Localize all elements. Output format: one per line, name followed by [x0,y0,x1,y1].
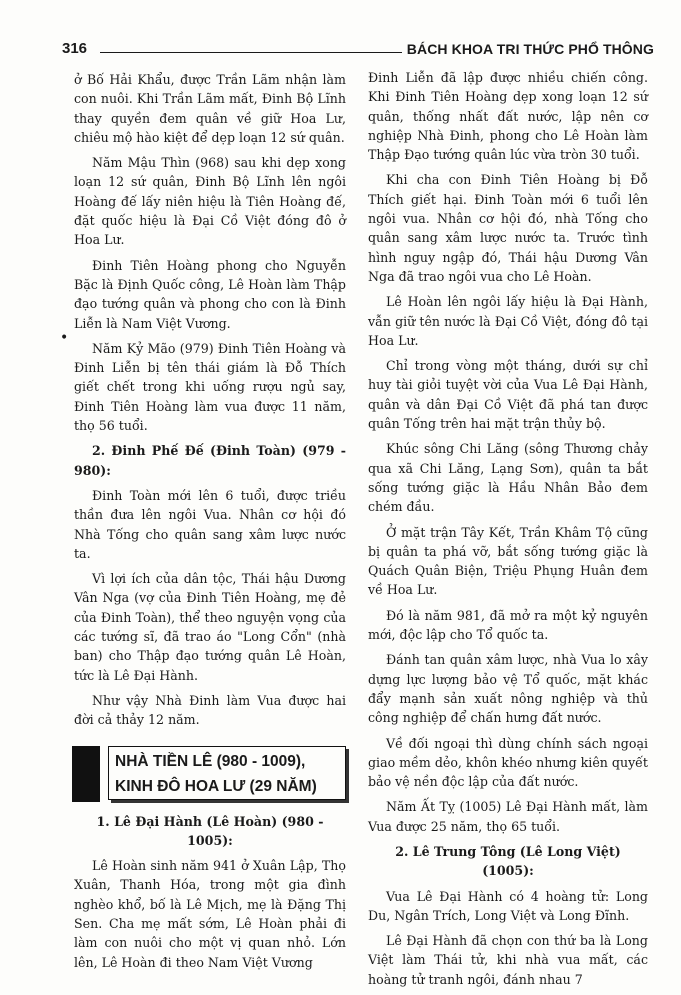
paragraph: Vua Lê Đại Hành có 4 hoàng tử: Long Du, Ngân Trích, Long Việt và Long Đĩnh. [368,888,648,923]
right-column [368,68,648,995]
paragraph: Năm Ất Tỵ (1005) Lê Đại Hành mất, làm Vua được 25 năm, thọ 65 tuổi. [368,799,648,834]
paragraph: Đánh tan quân xâm lược, nhà Vua lo xây dựng lực lượng bảo vệ Tổ quốc, mặt khác đẩy mạnh sản xuất nông nghiệp và thủ công nghiệp để chấn hưng đất nước. [368,652,648,726]
paragraph: Lê Đại Hành đã chọn con thứ ba là Long Việt làm Thái tử, khi nhà vua mất, các hoàng tử tranh ngôi, đánh nhau 7 [368,933,648,987]
paragraph: Về đối ngoại thì dùng chính sách ngoại giao mềm dẻo, khôn khéo nhưng kiên quyết bảo vệ nền độc lập của đất nước. [368,735,648,790]
left-column [74,70,346,978]
paragraph: Đinh Tiên Hoàng phong cho Nguyễn Bặc là Định Quốc công, Lê Hoàn làm Thập đạo tướng quân và phong cho con là Đinh Liễn là Nam Việt Vương. [74,257,346,331]
section-heading [72,746,346,808]
paragraph: Đinh Liễn đã lập được nhiều chiến công. Khi Đinh Tiên Hoàng dẹp xong loạn 12 sứ quân, thống nhất đất nước, lập nên cơ nghiệp Nhà Đinh, phong cho Lê Hoàn làm Thập Đạo tướng quân lúc vừa tròn 30 tuổi. [368,70,648,163]
paragraph: Khúc sông Chi Lăng (sông Thương chảy qua xã Chi Lăng, Lạng Sơn), quân ta bắt sống tướng giặc là Hầu Nhân Bảo đem chém đầu. [368,441,648,515]
subheading: 1. Lê Đại Hành (Lê Hoàn) (980 - 1005): [96,813,324,848]
paragraph: Chỉ trong vòng một tháng, dưới sự chỉ huy tài giỏi tuyệt vời của Vua Lê Đại Hành, quân và dân Đại Cồ Việt đã phá tan được quân Tống trên hai mặt trận thủy bộ. [368,358,648,432]
paragraph: ở Bố Hải Khẩu, được Trần Lãm nhận làm con nuôi. Khi Trần Lãm mất, Đinh Bộ Lĩnh thay quyền đem quân về giữ Hoa Lư, chiêu mộ hào kiệt để dẹp loạn 12 sứ quân. [74,72,346,145]
paragraph: Lê Hoàn sinh năm 941 ở Xuân Lập, Thọ Xuân, Thanh Hóa, trong một gia đình nghèo khổ, bố là Lê Mịch, mẹ là Đặng Thị Sen. Cha mẹ mất sớm, Lê Hoàn phải đi làm con nuôi cho một vị quan nhỏ. Lớn lên, Lê Hoàn đi theo Nam Việt Vương [74,858,346,970]
paragraph: Năm Mậu Thìn (968) sau khi dẹp xong loạn 12 sứ quân, Đinh Bộ Lĩnh lên ngôi Hoàng đế lấy niên hiệu là Tiên Hoàng đế, đặt quốc hiệu là Đại Cồ Việt đóng đô ở Hoa Lư. [74,155,346,248]
margin-mark: • [60,330,69,346]
page-number: 316 [62,40,88,57]
paragraph: Vì lợi ích của dân tộc, Thái hậu Dương Vân Nga (vợ của Đinh Tiên Hoàng, mẹ đẻ của Đinh Toàn), thể theo nguyện vọng của các tướng sĩ, đã trao áo "Long Cổn" (nhà ban) cho Thập đạo tướng quân Lê Hoàn, tức là Lê Đại Hành. [74,571,346,683]
section-title-line: NHÀ TIỀN LÊ (980 - 1009), [115,752,306,770]
section-marker [72,746,100,802]
paragraph: Khi cha con Đinh Tiên Hoàng bị Đỗ Thích giết hại. Đinh Toàn mới 6 tuổi lên ngôi vua. Nhân cơ hội đó, nhà Tống cho quân sang xâm lược nước ta. Trước tình hình nguy ngập đó, Thái hậu Dương Vân Nga đã trao ngôi vua cho Lê Hoàn. [368,172,648,284]
paragraph: Năm Kỷ Mão (979) Đinh Tiên Hoàng và Đinh Liễn bị tên thái giám là Đỗ Thích giết chết trong khi uống rượu ngủ say, Đinh Tiên Hoàng làm vua được 11 năm, thọ 56 tuổi. [74,340,346,434]
paragraph: Đó là năm 981, đã mở ra một kỷ nguyên mới, độc lập cho Tổ quốc ta. [368,607,648,643]
section-title-box [108,746,346,800]
paragraph: Đinh Toàn mới lên 6 tuổi, được triều thần đưa lên ngôi Vua. Nhân cơ hội đó Nhà Tống cho quân sang xâm lược nước ta. [74,487,346,561]
subheading: 2. Lê Trung Tông (Lê Long Việt) (1005): [395,843,621,879]
header-rule [100,52,402,53]
paragraph: Như vậy Nhà Đinh làm Vua được hai đời cả thảy 12 năm. [74,692,346,728]
paragraph: Ở mặt trận Tây Kết, Trần Khâm Tộ cũng bị quân ta phá vỡ, bắt sống tướng giặc là Quách Quân Biện, Triệu Phụng Huân đem về Hoa Lư. [368,524,648,598]
running-header [62,40,654,62]
paragraph: Lê Hoàn lên ngôi lấy hiệu là Đại Hành, vẫn giữ tên nước là Đại Cồ Việt, đóng đô tại Hoa Lư. [368,294,648,348]
section-title-line: KINH ĐÔ HOA LƯ (29 NĂM) [115,777,317,795]
book-title: BÁCH KHOA TRI THỨC PHỔ THÔNG [406,41,654,57]
subheading: 2. Đinh Phế Đế (Đinh Toàn) (979 - 980): [74,443,346,478]
